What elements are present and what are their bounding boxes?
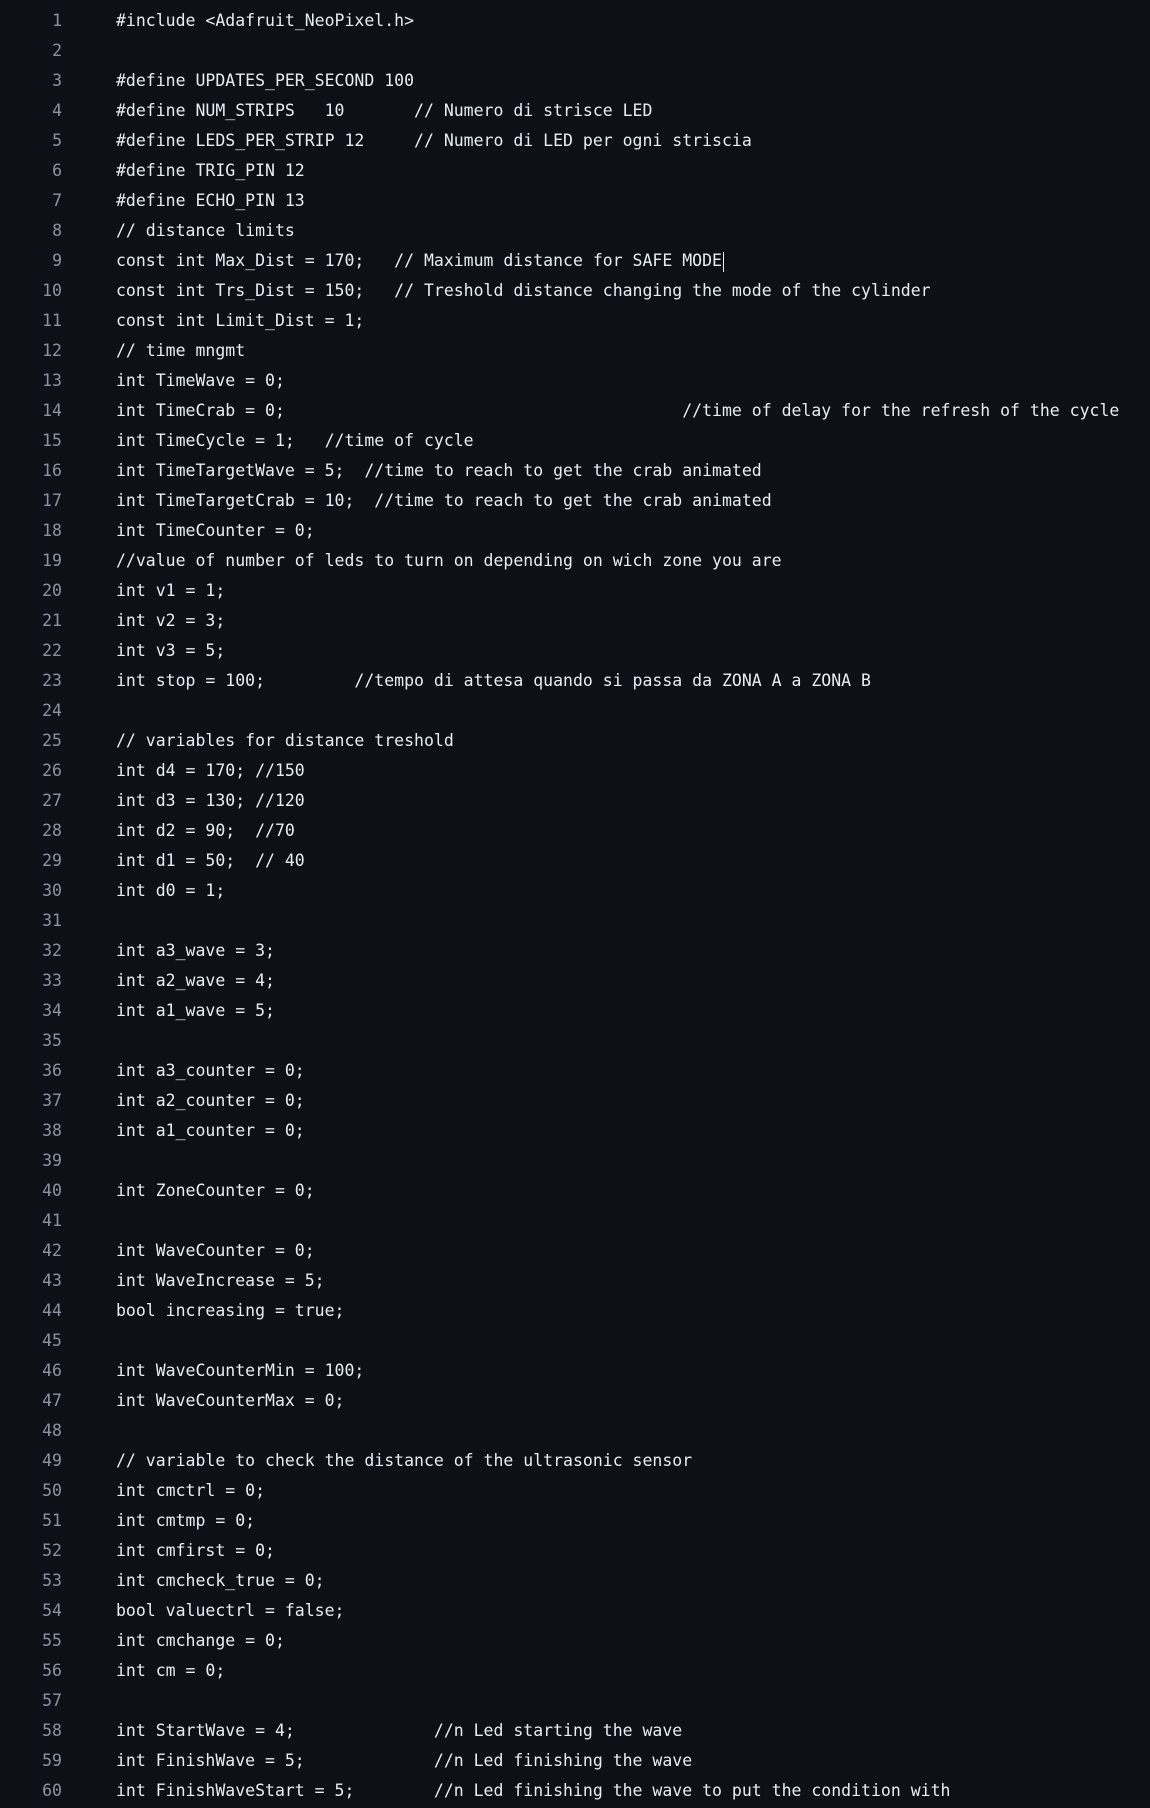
line-number: 9 (52, 251, 62, 270)
code-line[interactable] (0, 698, 1150, 728)
code-line[interactable] (0, 488, 1150, 518)
line-text[interactable]: int TimeTargetWave = 5; //time to reach to get the crab animated (116, 461, 762, 480)
code-line[interactable] (0, 1118, 1150, 1148)
line-text[interactable]: // distance limits (116, 221, 295, 240)
line-number: 29 (42, 851, 62, 870)
code-line-active[interactable] (0, 248, 1150, 278)
line-number: 57 (42, 1691, 62, 1710)
line-text[interactable] (62, 908, 1150, 938)
line-text[interactable]: int cmcheck_true = 0; (116, 1571, 325, 1590)
code-line[interactable] (0, 1358, 1150, 1388)
line-number: 45 (42, 1331, 62, 1350)
line-text[interactable]: int v2 = 3; (116, 611, 226, 630)
code-line[interactable] (0, 68, 1150, 98)
code-line[interactable] (0, 1418, 1150, 1448)
code-line[interactable] (0, 968, 1150, 998)
line-text-content: const int Max_Dist = 170; // Maximum distance for SAFE MODE (116, 251, 722, 270)
line-number: 48 (42, 1421, 62, 1440)
line-number: 18 (42, 521, 62, 540)
code-line[interactable] (0, 218, 1150, 248)
code-line[interactable] (0, 668, 1150, 698)
line-text[interactable]: int a2_wave = 4; (116, 971, 275, 990)
line-number: 51 (42, 1511, 62, 1530)
line-text[interactable]: int cmfirst = 0; (116, 1541, 275, 1560)
line-number: 19 (42, 551, 62, 570)
line-number: 6 (52, 161, 62, 180)
line-text[interactable]: #define NUM_STRIPS 10 // Numero di strisce LED (116, 101, 653, 120)
line-text[interactable]: // variable to check the distance of the ultrasonic sensor (116, 1451, 693, 1470)
code-line[interactable] (0, 98, 1150, 128)
line-text[interactable]: bool increasing = true; (116, 1301, 345, 1320)
text-cursor (723, 252, 724, 272)
code-line[interactable] (0, 1688, 1150, 1718)
line-text[interactable]: int a2_counter = 0; (116, 1091, 305, 1110)
line-number: 35 (42, 1031, 62, 1050)
line-text[interactable]: int WaveCounter = 0; (116, 1241, 315, 1260)
line-text[interactable]: int TimeCrab = 0; //time of delay for the refresh of the cycle (116, 401, 1120, 420)
line-text[interactable]: int a3_wave = 3; (116, 941, 275, 960)
line-number: 21 (42, 611, 62, 630)
line-text[interactable]: int ZoneCounter = 0; (116, 1181, 315, 1200)
line-number: 33 (42, 971, 62, 990)
code-line[interactable] (0, 1268, 1150, 1298)
line-number: 31 (42, 911, 62, 930)
line-text[interactable]: const int Limit_Dist = 1; (116, 311, 365, 330)
line-text[interactable] (62, 1028, 1150, 1058)
line-text[interactable]: int cmchange = 0; (116, 1631, 285, 1650)
line-number: 16 (42, 461, 62, 480)
line-text[interactable] (62, 1688, 1150, 1718)
line-number: 8 (52, 221, 62, 240)
code-line[interactable] (0, 518, 1150, 548)
code-line[interactable] (0, 1778, 1150, 1808)
code-line[interactable] (0, 338, 1150, 368)
line-text[interactable]: #define UPDATES_PER_SECOND 100 (116, 71, 415, 90)
line-text[interactable]: int d3 = 130; //120 (116, 791, 305, 810)
code-line[interactable] (0, 938, 1150, 968)
line-text[interactable]: int WaveIncrease = 5; (116, 1271, 325, 1290)
line-number: 27 (42, 791, 62, 810)
code-line[interactable] (0, 1148, 1150, 1178)
line-text[interactable]: int a1_wave = 5; (116, 1001, 275, 1020)
code-line[interactable] (0, 1658, 1150, 1688)
code-line[interactable] (0, 188, 1150, 218)
code-line[interactable] (0, 1748, 1150, 1778)
code-line[interactable] (0, 428, 1150, 458)
line-text[interactable]: #define TRIG_PIN 12 (116, 161, 305, 180)
code-line[interactable] (0, 1028, 1150, 1058)
code-line[interactable] (0, 1478, 1150, 1508)
line-number: 34 (42, 1001, 62, 1020)
line-number: 23 (42, 671, 62, 690)
code-line[interactable] (0, 908, 1150, 938)
code-line[interactable] (0, 308, 1150, 338)
line-text[interactable]: int cmctrl = 0; (116, 1481, 266, 1500)
line-text[interactable]: int TimeTargetCrab = 10; //time to reach to get the crab animated (116, 491, 772, 510)
line-text[interactable]: int TimeCounter = 0; (116, 521, 315, 540)
line-text[interactable]: int stop = 100; //tempo di attesa quando si passa da ZONA A a ZONA B (116, 671, 871, 690)
line-text[interactable]: #include <Adafruit_NeoPixel.h> (116, 11, 415, 30)
line-number: 53 (42, 1571, 62, 1590)
code-line[interactable] (0, 458, 1150, 488)
line-number: 3 (52, 71, 62, 90)
line-number: 15 (42, 431, 62, 450)
line-number: 7 (52, 191, 62, 210)
line-text[interactable]: //value of number of leds to turn on depending on wich zone you are (116, 551, 782, 570)
line-text[interactable]: #define LEDS_PER_STRIP 12 // Numero di LED per ogni striscia (116, 131, 752, 150)
code-line[interactable] (0, 728, 1150, 758)
code-line[interactable] (0, 1238, 1150, 1268)
line-number: 50 (42, 1481, 62, 1500)
line-text[interactable]: int d2 = 90; //70 (116, 821, 295, 840)
code-line[interactable] (0, 398, 1150, 428)
code-line[interactable] (0, 788, 1150, 818)
line-text[interactable]: int cm = 0; (116, 1661, 226, 1680)
line-text[interactable]: int FinishWave = 5; //n Led finishing the wave (116, 1751, 693, 1770)
line-number: 24 (42, 701, 62, 720)
line-text[interactable]: int TimeWave = 0; (116, 371, 285, 390)
line-number: 1 (52, 11, 62, 30)
code-line[interactable] (0, 608, 1150, 638)
line-text[interactable]: int d1 = 50; // 40 (116, 851, 305, 870)
line-number: 30 (42, 881, 62, 900)
line-number: 32 (42, 941, 62, 960)
code-line[interactable] (0, 758, 1150, 788)
code-line[interactable] (0, 1178, 1150, 1208)
code-line[interactable] (0, 1538, 1150, 1568)
line-text[interactable]: int WaveCounterMax = 0; (116, 1391, 345, 1410)
line-number: 25 (42, 731, 62, 750)
line-number: 26 (42, 761, 62, 780)
line-number: 14 (42, 401, 62, 420)
line-number: 36 (42, 1061, 62, 1080)
code-line[interactable] (0, 1448, 1150, 1478)
line-number: 42 (42, 1241, 62, 1260)
line-text[interactable] (62, 38, 1150, 68)
line-text[interactable]: int TimeCycle = 1; //time of cycle (116, 431, 474, 450)
code-line[interactable] (0, 368, 1150, 398)
code-line[interactable] (0, 1388, 1150, 1418)
line-text[interactable] (62, 248, 1150, 278)
code-line[interactable] (0, 38, 1150, 68)
code-line[interactable] (0, 8, 1150, 38)
code-line[interactable] (0, 548, 1150, 578)
line-number: 46 (42, 1361, 62, 1380)
line-number: 43 (42, 1271, 62, 1290)
code-line[interactable] (0, 1298, 1150, 1328)
line-text[interactable]: // time mngmt (116, 341, 246, 360)
code-line[interactable] (0, 1628, 1150, 1658)
line-number: 37 (42, 1091, 62, 1110)
code-line[interactable] (0, 1208, 1150, 1238)
code-line[interactable] (0, 278, 1150, 308)
code-line[interactable] (0, 578, 1150, 608)
line-text[interactable] (62, 1148, 1150, 1178)
line-text[interactable]: #define ECHO_PIN 13 (116, 191, 305, 210)
line-number: 52 (42, 1541, 62, 1560)
line-text[interactable]: int WaveCounterMin = 100; (116, 1361, 365, 1380)
code-line[interactable] (0, 1058, 1150, 1088)
line-number: 60 (42, 1781, 62, 1800)
line-number: 11 (42, 311, 62, 330)
line-text[interactable]: int d0 = 1; (116, 881, 226, 900)
line-number: 47 (42, 1391, 62, 1410)
line-text[interactable]: int FinishWaveStart = 5; //n Led finishing the wave to put the condition with (116, 1781, 951, 1800)
line-text[interactable]: int StartWave = 4; //n Led starting the wave (116, 1721, 683, 1740)
line-number: 2 (52, 41, 62, 60)
line-number: 38 (42, 1121, 62, 1140)
line-number: 4 (52, 101, 62, 120)
line-number: 10 (42, 281, 62, 300)
line-number: 28 (42, 821, 62, 840)
line-number: 39 (42, 1151, 62, 1170)
line-text[interactable]: // variables for distance treshold (116, 731, 454, 750)
line-number: 20 (42, 581, 62, 600)
line-text[interactable] (62, 1418, 1150, 1448)
line-number: 58 (42, 1721, 62, 1740)
code-line[interactable] (0, 128, 1150, 158)
line-text[interactable] (62, 1328, 1150, 1358)
line-number: 44 (42, 1301, 62, 1320)
code-line[interactable] (0, 848, 1150, 878)
code-line[interactable] (0, 1598, 1150, 1628)
line-number: 40 (42, 1181, 62, 1200)
line-number: 12 (42, 341, 62, 360)
line-text[interactable]: int d4 = 170; //150 (116, 761, 305, 780)
line-text[interactable]: int a3_counter = 0; (116, 1061, 305, 1080)
line-number: 22 (42, 641, 62, 660)
line-number: 17 (42, 491, 62, 510)
line-number: 59 (42, 1751, 62, 1770)
line-number: 56 (42, 1661, 62, 1680)
code-line[interactable] (0, 1568, 1150, 1598)
line-number: 49 (42, 1451, 62, 1470)
code-line[interactable] (0, 1508, 1150, 1538)
code-line[interactable] (0, 818, 1150, 848)
code-line[interactable] (0, 1328, 1150, 1358)
line-number: 5 (52, 131, 62, 150)
line-text[interactable] (62, 698, 1150, 728)
line-text[interactable]: int a1_counter = 0; (116, 1121, 305, 1140)
code-line[interactable] (0, 638, 1150, 668)
line-text[interactable]: int cmtmp = 0; (116, 1511, 256, 1530)
line-number: 55 (42, 1631, 62, 1650)
line-text[interactable]: const int Trs_Dist = 150; // Treshold distance changing the mode of the cylinder (116, 281, 931, 300)
code-line[interactable] (0, 1088, 1150, 1118)
code-line[interactable] (0, 998, 1150, 1028)
code-line[interactable] (0, 158, 1150, 188)
line-number: 41 (42, 1211, 62, 1230)
line-text[interactable]: int v3 = 5; (116, 641, 226, 660)
code-line[interactable] (0, 1718, 1150, 1748)
line-number: 54 (42, 1601, 62, 1620)
line-text[interactable]: bool valuectrl = false; (116, 1601, 345, 1620)
line-text[interactable]: int v1 = 1; (116, 581, 226, 600)
line-number: 13 (42, 371, 62, 390)
code-line[interactable] (0, 878, 1150, 908)
line-text[interactable] (62, 1208, 1150, 1238)
